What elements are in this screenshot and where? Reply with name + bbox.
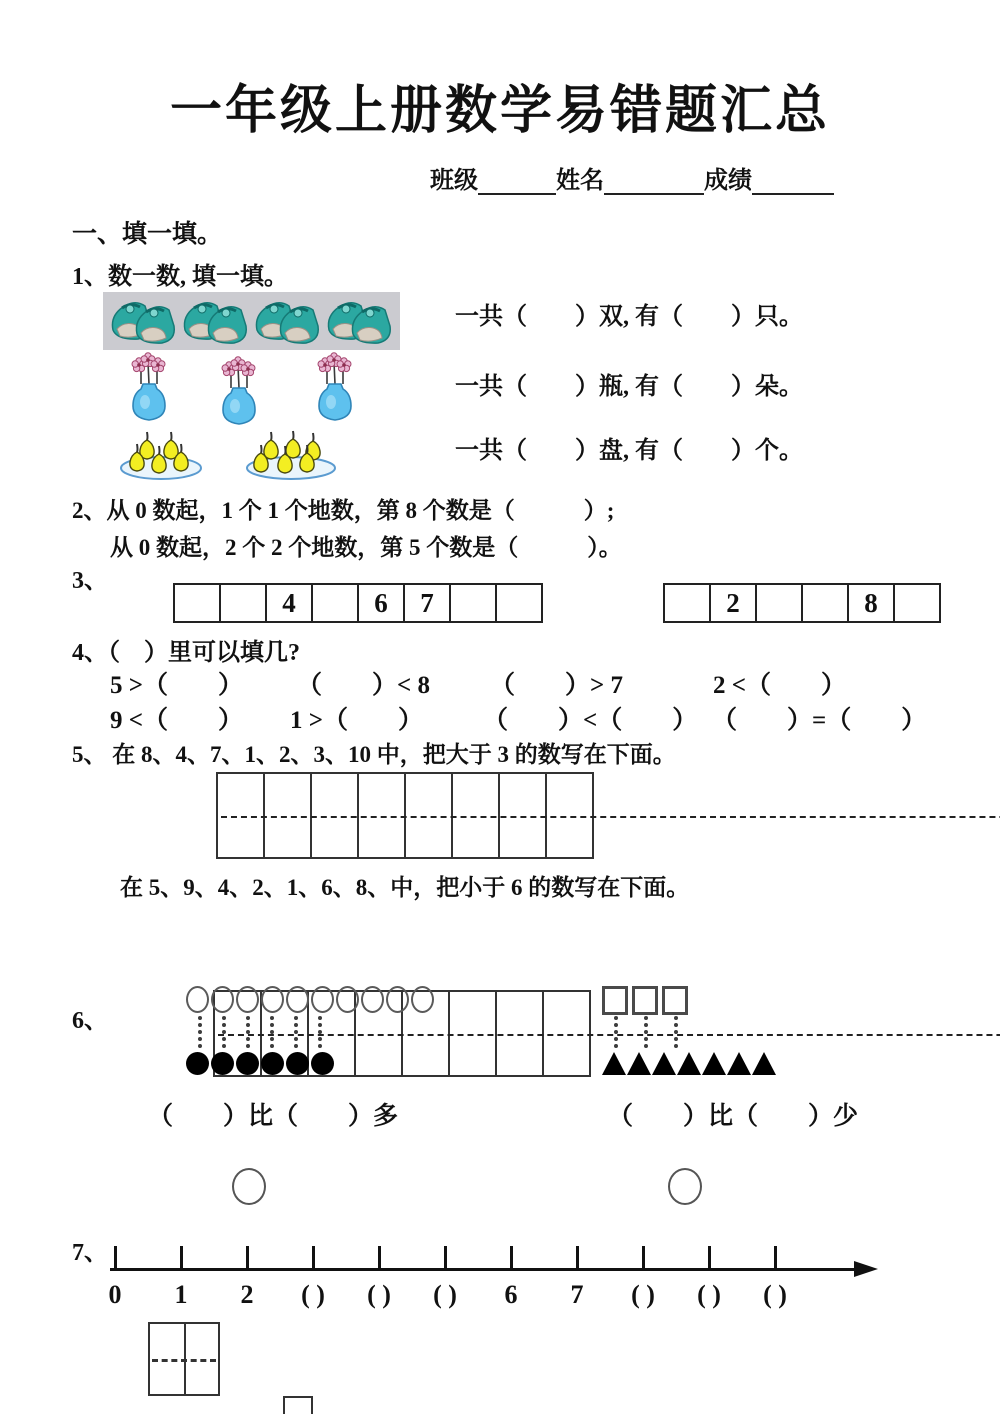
q6-compare-more: （ ）比（ ）多 [148, 1103, 399, 1130]
q5-grid1 [218, 772, 1000, 859]
grid-cell [847, 583, 895, 623]
grid-cell [357, 583, 405, 623]
number-line-label: 0 [108, 1280, 122, 1309]
q1-prompt: 数一数, 填一填。 [108, 264, 288, 290]
dotted-match-line-icon [662, 1016, 692, 1048]
grid-cell [709, 583, 757, 623]
filled-triangle-icon [652, 1052, 676, 1075]
grid-cell [801, 583, 849, 623]
hollow-circle-icon [311, 986, 334, 1013]
q1-plates-line: 一共（ ）盘, 有（ ）个。 [455, 438, 803, 464]
number-line-label: ( ) [301, 1280, 325, 1309]
q4-item: 1 >（ ） [290, 707, 423, 734]
grid-cell-value: 2 [726, 587, 740, 618]
filled-circle-icon [211, 1052, 234, 1075]
q6-triangles-row [602, 1052, 777, 1075]
number-line-label: ( ) [763, 1280, 787, 1309]
q4-item: 2 <（ ） [713, 672, 846, 699]
shoes-photo-icon [103, 292, 400, 350]
q7-number: 7、 [72, 1240, 108, 1266]
q4-prompt: （ ）里可以填几? [108, 640, 300, 666]
q4-item: 9 <（ ） [110, 707, 243, 734]
grid-cell [311, 583, 359, 623]
grid-cell [403, 583, 451, 623]
q3-number: 3、 [72, 568, 108, 594]
dotted-match-line-icon [632, 1016, 662, 1048]
q6-number: 6、 [72, 1008, 108, 1034]
q5-prompt1-line [72, 736, 676, 769]
name-blank [604, 169, 704, 195]
grid-cell [755, 583, 803, 623]
q4-number: 4、 [72, 640, 108, 666]
compare-symbol-circle [232, 1168, 266, 1205]
filled-triangle-icon [727, 1052, 751, 1075]
compare-box-single [283, 1396, 313, 1414]
q4-row2 [0, 700, 1000, 734]
q4-item: （ ）> 7 [490, 672, 623, 699]
filled-circle-icon [261, 1052, 284, 1075]
q1-shoes-line: 一共（ ）双, 有（ ）只。 [455, 304, 803, 330]
grid-cell [893, 583, 941, 623]
q3-left-grid [175, 583, 543, 623]
number-line-label: 1 [174, 1280, 188, 1309]
number-line-label: 2 [240, 1280, 254, 1309]
hollow-square-icon [632, 986, 658, 1015]
dotted-match-line-icon [602, 1016, 632, 1048]
hollow-circle-icon [211, 986, 234, 1013]
hollow-circle-icon [286, 986, 309, 1013]
grid-cell [173, 583, 221, 623]
q6-compare-less: （ ）比（ ）少 [608, 1103, 859, 1130]
number-line-label: ( ) [433, 1280, 457, 1309]
q4-item: （ ）=（ ） [712, 707, 927, 734]
q4-item: 5 >（ ） [110, 672, 243, 699]
q1-block [75, 288, 935, 488]
hollow-circle-icon [186, 986, 209, 1013]
dotted-match-line-icon [282, 1016, 306, 1048]
compare-box-double [148, 1322, 220, 1396]
class-blank [478, 169, 556, 195]
grid-cell [219, 583, 267, 623]
section-one-heading: 一、填一填。 [72, 221, 223, 248]
grid-cell [663, 583, 711, 623]
number-line-label: 6 [504, 1280, 518, 1309]
hollow-circle-icon [236, 986, 259, 1013]
pears-plates-icon [117, 416, 379, 482]
q3-right-grid [665, 583, 941, 623]
compare-symbol-circle [668, 1168, 702, 1205]
filled-circle-icon [186, 1052, 209, 1075]
q5-prompt1: 在 8、4、7、1、2、3、10 中，把大于 3 的数写在下面。 [112, 742, 676, 767]
q1-prompt-line [72, 256, 288, 291]
grid-cell-value: 8 [864, 587, 878, 618]
writing-guide-dashed-line [221, 816, 1000, 818]
score-label: 成绩 [704, 168, 752, 194]
number-line-label: ( ) [697, 1280, 721, 1309]
q2-line2: 从 0 数起，2 个 2 个地数，第 5 个数是（ ）。 [110, 535, 622, 560]
hollow-circle-icon [386, 986, 409, 1013]
hollow-circle-icon [261, 986, 284, 1013]
q5-prompt2: 在 5、9、4、2、1、6、8、中，把小于 6 的数写在下面。 [120, 875, 690, 900]
number-line-label: ( ) [367, 1280, 391, 1309]
filled-triangle-icon [702, 1052, 726, 1075]
q6-left-match-lines [186, 1016, 330, 1048]
q2-line1 [72, 492, 614, 525]
page-title: 一年级上册数学易错题汇总 [169, 83, 830, 140]
student-info-line [430, 160, 834, 195]
grid-cell [265, 583, 313, 623]
filled-triangle-icon [602, 1052, 626, 1075]
hollow-circle-icon [336, 986, 359, 1013]
grid-cell [449, 583, 497, 623]
dotted-match-line-icon [186, 1016, 210, 1048]
number-line-label: 7 [570, 1280, 584, 1309]
filled-triangle-icon [627, 1052, 651, 1075]
q4-item: （ ）<（ ） [483, 707, 698, 734]
filled-circle-icon [286, 1052, 309, 1075]
q1-number: 1、 [72, 264, 108, 290]
hollow-circle-icon [361, 986, 384, 1013]
number-line-label: ( ) [631, 1280, 655, 1309]
filled-triangle-icon [752, 1052, 776, 1075]
q2-line1-text: 从 0 数起，1 个 1 个地数，第 8 个数是（ ）; [106, 498, 615, 523]
score-blank [752, 169, 834, 195]
q6-filled-circles-row [186, 1052, 336, 1075]
dotted-match-line-icon [234, 1016, 258, 1048]
dotted-match-line-icon [306, 1016, 330, 1048]
grid-cell-value: 7 [420, 587, 434, 618]
filled-circle-icon [236, 1052, 259, 1075]
q4-row1 [0, 665, 1000, 699]
q6-hollow-squares-row [602, 986, 692, 1015]
name-label: 姓名 [556, 168, 604, 194]
hollow-square-icon [662, 986, 688, 1015]
q4-prompt-line [72, 632, 300, 667]
q2-number: 2、 [72, 498, 107, 523]
number-line-axis [110, 1268, 854, 1271]
class-label: 班级 [430, 168, 478, 194]
q6-right-match-lines [602, 1016, 692, 1048]
filled-circle-icon [311, 1052, 334, 1075]
q1-vases-line: 一共（ ）瓶, 有（ ）朵。 [455, 374, 803, 400]
q5-number: 5、 [72, 742, 107, 767]
hollow-circle-icon [411, 986, 434, 1013]
dotted-match-line-icon [258, 1016, 282, 1048]
grid-cell [495, 583, 543, 623]
filled-triangle-icon [677, 1052, 701, 1075]
hollow-square-icon [602, 986, 628, 1015]
writing-guide-dashed-line [152, 1359, 216, 1362]
grid-cell-value: 4 [282, 587, 296, 618]
q6-hollow-circles-row [186, 986, 436, 1013]
dotted-match-line-icon [210, 1016, 234, 1048]
q4-item: （ ）< 8 [297, 672, 430, 699]
grid-cell-value: 6 [374, 587, 388, 618]
number-line-labels [82, 1280, 808, 1310]
